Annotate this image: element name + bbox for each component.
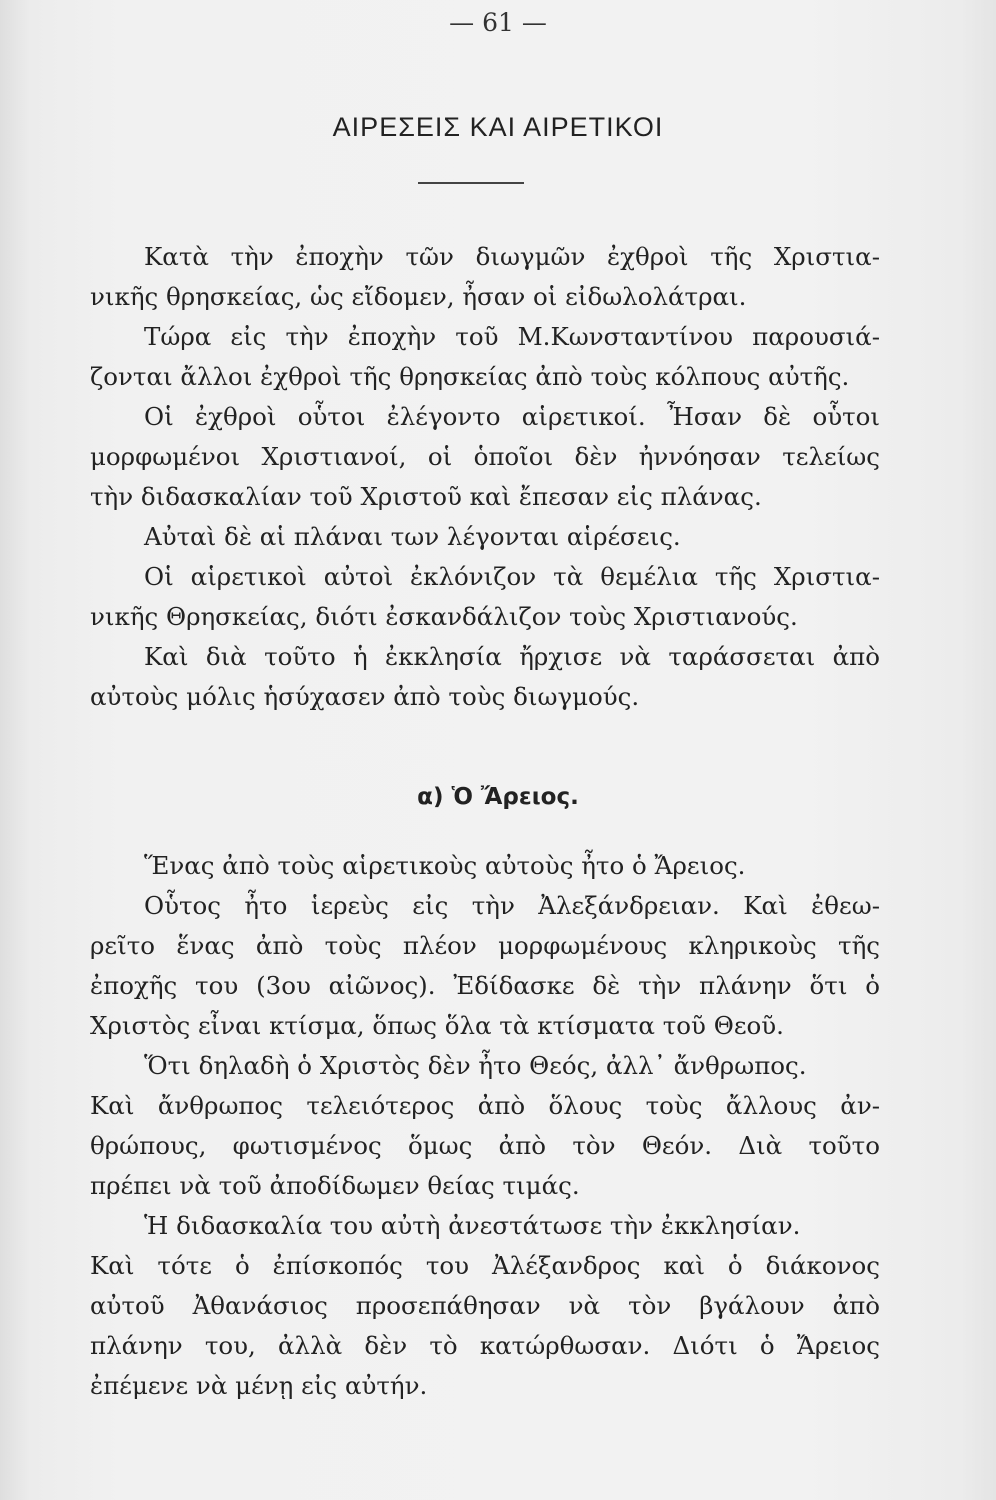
text-line: αὐτοὺς μόλις ἡσύχασεν ἀπὸ τοὺς διωγμούς. [90,682,640,711]
chapter-title: ΑΙΡΕΣΕΙΣ ΚΑΙ ΑΙΡΕΤΙΚΟΙ [332,112,664,142]
text-line: Αὐταὶ δὲ αἱ πλάναι των λέγονται αἱρέσεις. [144,522,681,551]
title-divider [418,182,524,184]
text-line: ἐπέμενε νὰ μένῃ εἰς αὐτήν. [90,1371,428,1400]
text-line: αὐτοῦ Ἀθανάσιος προσεπάθησαν νὰ τὸν βγάλουν ἀπὸ [90,1291,880,1320]
text-line: Καὶ τότε ὁ ἐπίσκοπός του Ἀλέξανδρος καὶ ὁ διάκονος [90,1251,880,1280]
text-line: πρέπει νὰ τοῦ ἀποδίδωμεν θείας τιμάς. [90,1171,580,1200]
arius-paragraphs [90,846,880,1406]
text-line: Τώρα εἰς τὴν ἐποχὴν τοῦ Μ.Κωνσταντίνου παρουσιά- [144,322,880,351]
text-line: Οἱ ἐχθροὶ οὗτοι ἐλέγοντο αἱρετικοί. Ἦσαν δὲ οὗτοι [144,402,880,431]
text-line: Ἕνας ἀπὸ τοὺς αἱρετικοὺς αὐτοὺς ἦτο ὁ Ἄρειος. [144,851,746,880]
text-line: Χριστὸς εἶναι κτίσμα, ὅπως ὅλα τὰ κτίσματα τοῦ Θεοῦ. [90,1011,784,1040]
text-line: τὴν διδασκαλίαν τοῦ Χριστοῦ καὶ ἔπεσαν εἰς πλάνας. [90,482,762,511]
text-line: Ἡ διδασκαλία του αὐτὴ ἀνεστάτωσε τὴν ἐκκλησίαν. [144,1211,801,1240]
text-line: πλάνην του, ἀλλὰ δὲν τὸ κατώρθωσαν. Διότι ὁ Ἄρειος [90,1331,880,1360]
text-line: θρώπους, φωτισμένος ὅμως ἀπὸ τὸν Θεόν. Διὰ τοῦτο [90,1131,880,1160]
text-line: Καὶ διὰ τοῦτο ἡ ἐκκλησία ἤρχισε νὰ ταράσσεται ἀπὸ [144,642,880,671]
text-line: Καὶ ἄνθρωπος τελειότερος ἀπὸ ὅλους τοὺς ἄλλους ἀν- [90,1091,880,1120]
page-number: — 61 — [449,8,547,37]
text-line: ἐποχῆς του (3ου αἰῶνος). Ἐδίδασκε δὲ τὴν πλάνην ὅτι ὁ [90,971,880,1000]
text-line: ρεῖτο ἕνας ἀπὸ τοὺς πλέον μορφωμένους κληρικοὺς τῆς [90,931,880,960]
text-line: ζονται ἄλλοι ἐχθροὶ τῆς θρησκείας ἀπὸ τοὺς κόλπους αὐτῆς. [90,362,850,391]
intro-paragraphs [90,237,880,717]
section-heading-arius: α) Ὁ Ἄρειος. [417,784,579,810]
text-line: Οὗτος ἦτο ἱερεὺς εἰς τὴν Ἀλεξάνδρειαν. Καὶ ἐθεω- [144,891,880,920]
text-line: νικῆς Θρησκείας, διότι ἐσκανδάλιζον τοὺς Χριστιανούς. [90,602,798,631]
text-line: Κατὰ τὴν ἐποχὴν τῶν διωγμῶν ἐχθροὶ τῆς Χριστια- [144,242,880,271]
text-line: μορφωμένοι Χριστιανοί, οἱ ὁποῖοι δὲν ἠννόησαν τελείως [90,442,880,471]
text-line: Ὅτι δηλαδὴ ὁ Χριστὸς δὲν ἦτο Θεός, ἀλλ᾽ ἄνθρωπος. [144,1051,807,1080]
text-line: νικῆς θρησκείας, ὡς εἴδομεν, ἦσαν οἱ εἰδωλολάτραι. [90,282,747,311]
text-line: Οἱ αἱρετικοὶ αὐτοὶ ἐκλόνιζον τὰ θεμέλια τῆς Χριστια- [144,562,880,591]
